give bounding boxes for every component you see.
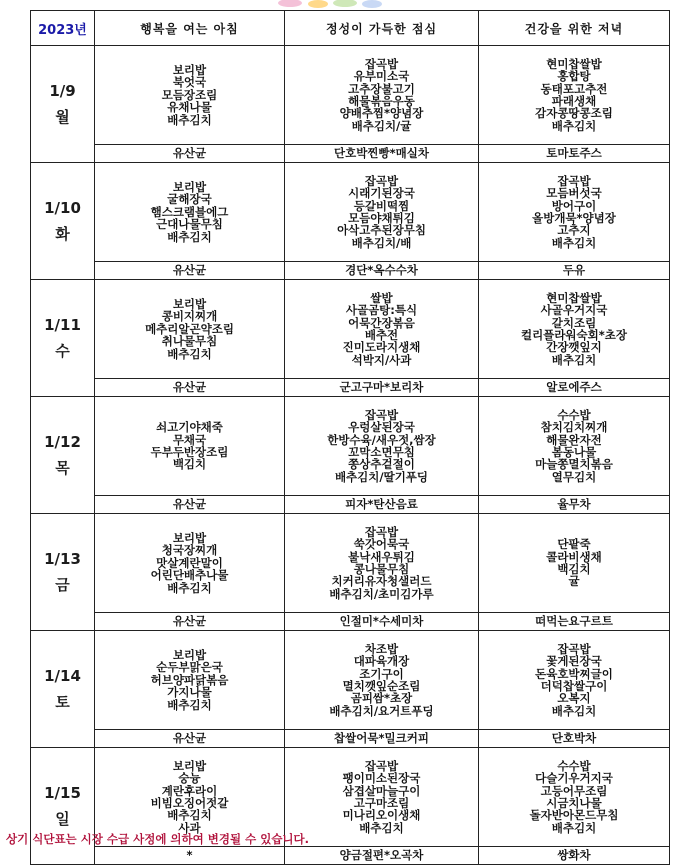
header-row <box>31 11 670 46</box>
menu-item: 미나리오이생채 <box>342 808 421 823</box>
menu-item: 모듬야채튀김 <box>348 211 415 225</box>
menu-item: 배추김치 <box>551 703 597 718</box>
menu-item: 배추김치 <box>167 229 212 244</box>
menu-item: 취나물무침 <box>161 334 218 349</box>
menu-item: 고추장불고기 <box>348 81 415 96</box>
menu-item: 열무김치 <box>551 469 597 484</box>
menu-item: 사과 <box>178 820 201 835</box>
weekday-label: 월 <box>55 108 70 126</box>
date-label: 1/15 <box>44 784 81 802</box>
menu-item: 허브양파닭볶음 <box>150 672 229 687</box>
dinner-cell <box>479 631 670 730</box>
snack-dinner-cell: 토마토주스 <box>479 145 670 163</box>
menu-item: 수수밥 <box>557 758 591 773</box>
lunch-cell <box>285 46 479 145</box>
menu-item: 꼬막소면무침 <box>348 445 415 459</box>
menu-item: 해물볶음우동 <box>348 94 415 108</box>
menu-item: 배추김치 <box>551 352 597 367</box>
menu-item: 가지나물 <box>167 685 212 700</box>
menu-item: 양배추찜*양념장 <box>339 106 424 121</box>
day-row <box>31 631 670 730</box>
dinner-cell <box>479 514 670 613</box>
menu-item: 배추김치/귤 <box>351 118 412 133</box>
menu-item: 잡곡밥 <box>364 524 399 539</box>
breakfast-cell <box>95 397 285 496</box>
snack-row <box>31 847 670 865</box>
menu-item: 잡곡밥 <box>557 173 591 188</box>
menu-item: 보리밥 <box>172 179 207 194</box>
day-cell <box>31 397 95 514</box>
menu-item: 오복지 <box>557 691 591 706</box>
menu-item: 시래기된장국 <box>348 186 415 201</box>
menu-item: 참치김치찌개 <box>540 420 608 435</box>
menu-item: 잡곡밥 <box>364 758 399 773</box>
menu-item: 쌀밥 <box>370 290 393 305</box>
menu-item: 배추김치 <box>551 820 597 835</box>
footer-note: 상기 식단표는 시장 수급 사정에 의하여 변경될 수 있습니다. <box>6 832 310 846</box>
snack-lunch-cell: 피자*탄산음료 <box>285 496 479 514</box>
menu-item: 봄동나물 <box>551 445 597 459</box>
weekday-label: 목 <box>55 459 70 477</box>
menu-item: 현미찹쌀밥 <box>546 290 602 305</box>
menu-item: 고구마조림 <box>353 796 410 810</box>
menu-item: 컬리플라워숙회*초장 <box>521 328 627 342</box>
menu-item: 청국장찌개 <box>161 543 218 558</box>
day-row <box>31 280 670 379</box>
menu-item: 유채나물 <box>167 100 212 115</box>
dinner-cell <box>479 280 670 379</box>
menu-item: 계란후라이 <box>161 783 218 798</box>
lunch-cell <box>285 748 479 847</box>
menu-item: 아삭고추된장무침 <box>337 223 426 238</box>
menu-item: 숭늉 <box>178 771 201 786</box>
menu-item: 조기구이 <box>359 666 404 681</box>
menu-item: 어린단배추나물 <box>150 568 229 583</box>
day-row <box>31 514 670 613</box>
menu-item: 보리밥 <box>172 530 207 545</box>
day-cell <box>31 514 95 631</box>
lunch-header: 정성이 가득한 점심 <box>285 11 479 46</box>
snack-dinner-cell: 떠먹는요구르트 <box>479 613 670 631</box>
menu-item: 팽이미소된장국 <box>342 771 421 786</box>
menu-item: 잡곡밥 <box>364 407 399 422</box>
menu-item: 홍합탕 <box>557 69 591 84</box>
menu-item: 마늘쫑멸치볶음 <box>535 457 613 472</box>
menu-item: 쫑상추겉절이 <box>348 457 415 472</box>
snack-lunch-cell: 군고구마*보리차 <box>285 379 479 397</box>
menu-item: 고추지 <box>557 223 591 238</box>
date-label: 1/9 <box>49 82 76 100</box>
date-label: 1/10 <box>44 199 81 217</box>
snack-lunch-cell: 찹쌀어묵*밀크커피 <box>285 730 479 748</box>
menu-item: 배추김치 <box>167 697 212 712</box>
breakfast-header: 행복을 여는 아침 <box>95 11 285 46</box>
menu-item: 백김치 <box>172 457 207 472</box>
date-label: 1/11 <box>44 316 81 334</box>
dinner-cell <box>479 397 670 496</box>
menu-item: 잡곡밥 <box>557 641 591 656</box>
breakfast-cell <box>95 280 285 379</box>
lunch-cell <box>285 631 479 730</box>
menu-item: 우렁살된장국 <box>348 420 415 435</box>
snack-breakfast-cell: * <box>95 847 285 865</box>
menu-item: 치커리유자청샐러드 <box>331 574 432 589</box>
menu-item: 맛살계란말이 <box>156 555 223 570</box>
day-cell <box>31 280 95 397</box>
menu-item: 햄스크램블에그 <box>150 204 229 219</box>
menu-item: 유부미소국 <box>353 69 410 84</box>
menu-item: 대파육개장 <box>353 654 410 669</box>
snack-row <box>31 730 670 748</box>
menu-item: 돈육호박찌글이 <box>535 666 613 681</box>
snack-dinner-cell: 두유 <box>479 262 670 280</box>
menu-item: 잡곡밥 <box>364 173 399 188</box>
menu-item: 더덕찹쌀구이 <box>540 679 608 693</box>
weekday-label: 수 <box>55 342 70 360</box>
menu-item: 어묵간장볶음 <box>348 315 415 330</box>
menu-item: 순두부맑은국 <box>156 660 223 675</box>
menu-item: 보리밥 <box>172 647 207 662</box>
menu-item: 보리밥 <box>172 62 207 77</box>
menu-item: 콩나물무침 <box>353 562 410 576</box>
snack-row <box>31 496 670 514</box>
menu-item: 단팥죽 <box>557 537 591 552</box>
menu-item: 감자콩땅콩조림 <box>535 106 613 121</box>
menu-item: 사골곰탕:특식 <box>345 303 418 318</box>
menu-item: 고등어무조림 <box>540 783 608 798</box>
snack-lunch-cell: 양금절편*오곡차 <box>285 847 479 865</box>
menu-item: 등갈비떡찜 <box>353 198 410 213</box>
menu-item: 배추김치/딸기푸딩 <box>334 469 429 484</box>
menu-item: 불낙새우튀김 <box>348 549 415 564</box>
menu-item: 쇠고기야채죽 <box>156 420 223 435</box>
menu-item: 보리밥 <box>172 296 207 311</box>
menu-item: 모듬버섯국 <box>546 186 602 201</box>
weekday-label: 토 <box>55 693 70 711</box>
snack-lunch-cell: 경단*옥수수차 <box>285 262 479 280</box>
snack-dinner-cell: 단호박차 <box>479 730 670 748</box>
menu-item: 돌자반아몬드무침 <box>529 808 619 823</box>
breakfast-cell <box>95 163 285 262</box>
snack-breakfast-cell: 유산균 <box>95 730 285 748</box>
menu-item: 배추김치/배 <box>351 235 412 250</box>
menu-item: 무채국 <box>172 432 207 447</box>
weekday-label: 금 <box>55 576 70 594</box>
day-row <box>31 397 670 496</box>
snack-row <box>31 262 670 280</box>
menu-item: 간장깻잎지 <box>546 340 602 355</box>
dinner-cell <box>479 748 670 847</box>
menu-item: 진미도라지생채 <box>342 340 421 355</box>
lunch-cell <box>285 397 479 496</box>
weekday-label: 화 <box>55 225 70 243</box>
menu-item: 수수밥 <box>557 407 591 422</box>
menu-item: 배추김치 <box>359 820 404 835</box>
menu-item: 한방수육/새우젓,쌈장 <box>327 432 436 447</box>
menu-item: 배추김치 <box>551 235 597 250</box>
menu-item: 올방개묵*양념장 <box>532 211 616 225</box>
menu-item: 해물완자전 <box>546 432 602 447</box>
snack-lunch-cell: 인절미*수세미차 <box>285 613 479 631</box>
menu-item: 배추전 <box>364 328 399 342</box>
menu-item: 사골우거지국 <box>540 303 608 318</box>
menu-item: 잡곡밥 <box>364 56 399 71</box>
dinner-header: 건강을 위한 저녁 <box>479 11 670 46</box>
menu-item: 메추리알곤약조림 <box>145 321 234 336</box>
menu-item: 배추김치 <box>167 580 212 595</box>
day-cell <box>31 46 95 163</box>
menu-item: 굴해장국 <box>167 192 212 207</box>
date-label: 1/12 <box>44 433 81 451</box>
menu-item: 배추김치 <box>167 112 212 127</box>
lunch-cell <box>285 280 479 379</box>
snack-lunch-cell: 단호박찐빵*매실차 <box>285 145 479 163</box>
menu-item: 근대나물무침 <box>156 217 223 232</box>
menu-item: 파래생채 <box>551 94 597 108</box>
day-cell <box>31 631 95 748</box>
menu-item: 모듬장조림 <box>161 87 218 102</box>
snack-row <box>31 145 670 163</box>
breakfast-cell <box>95 46 285 145</box>
dinner-cell <box>479 46 670 145</box>
menu-item: 보리밥 <box>172 758 207 773</box>
menu-item: 쑥갓어묵국 <box>353 537 410 552</box>
snack-breakfast-cell: 유산균 <box>95 496 285 514</box>
breakfast-cell <box>95 631 285 730</box>
breakfast-cell <box>95 514 285 613</box>
menu-item: 콩비지찌개 <box>161 309 218 324</box>
dinner-cell <box>479 163 670 262</box>
year-header: 2023년 <box>31 11 95 46</box>
menu-item: 북엇국 <box>172 75 207 90</box>
date-label: 1/13 <box>44 550 81 568</box>
snack-row <box>31 379 670 397</box>
menu-item: 동태포고추전 <box>540 81 608 96</box>
menu-item: 다슬기우거지국 <box>535 771 613 786</box>
menu-item: 배추김치/초미김가루 <box>329 586 434 601</box>
menu-item: 백김치 <box>557 562 591 576</box>
menu-item: 배추김치/요거트푸딩 <box>329 703 434 718</box>
lunch-cell <box>285 514 479 613</box>
menu-item: 배추김치 <box>167 346 212 361</box>
menu-item: 시금치나물 <box>546 796 602 810</box>
menu-item: 차조밥 <box>364 641 399 656</box>
meal-plan-table <box>30 10 670 865</box>
menu-item: 석박지/사과 <box>351 352 412 367</box>
menu-item: 꽃게된장국 <box>546 654 602 669</box>
day-cell <box>31 163 95 280</box>
menu-item: 콜라비생채 <box>546 549 602 564</box>
menu-item: 귤 <box>568 574 580 589</box>
menu-item: 갈치조림 <box>551 315 597 330</box>
menu-item: 비빔오징어젓갈 <box>150 796 229 810</box>
menu-item: 배추김치 <box>167 808 212 823</box>
snack-breakfast-cell: 유산균 <box>95 262 285 280</box>
menu-item: 멸치깻잎순조림 <box>342 679 421 693</box>
day-row <box>31 163 670 262</box>
snack-breakfast-cell: 유산균 <box>95 379 285 397</box>
snack-dinner-cell: 알로에주스 <box>479 379 670 397</box>
menu-item: 삼겹살마늘구이 <box>342 783 421 798</box>
menu-item: 곰피쌈*초장 <box>350 691 413 706</box>
lunch-cell <box>285 163 479 262</box>
snack-dinner-cell: 율무차 <box>479 496 670 514</box>
menu-item: 방어구이 <box>551 198 597 213</box>
menu-item: 현미찹쌀밥 <box>546 56 602 71</box>
menu-item: 두부두반장조림 <box>150 445 229 459</box>
weekday-label: 일 <box>55 810 70 828</box>
snack-dinner-cell: 쌍화차 <box>479 847 670 865</box>
snack-breakfast-cell: 유산균 <box>95 145 285 163</box>
snack-row <box>31 613 670 631</box>
snack-breakfast-cell: 유산균 <box>95 613 285 631</box>
date-label: 1/14 <box>44 667 81 685</box>
menu-item: 배추김치 <box>551 118 597 133</box>
day-row <box>31 46 670 145</box>
